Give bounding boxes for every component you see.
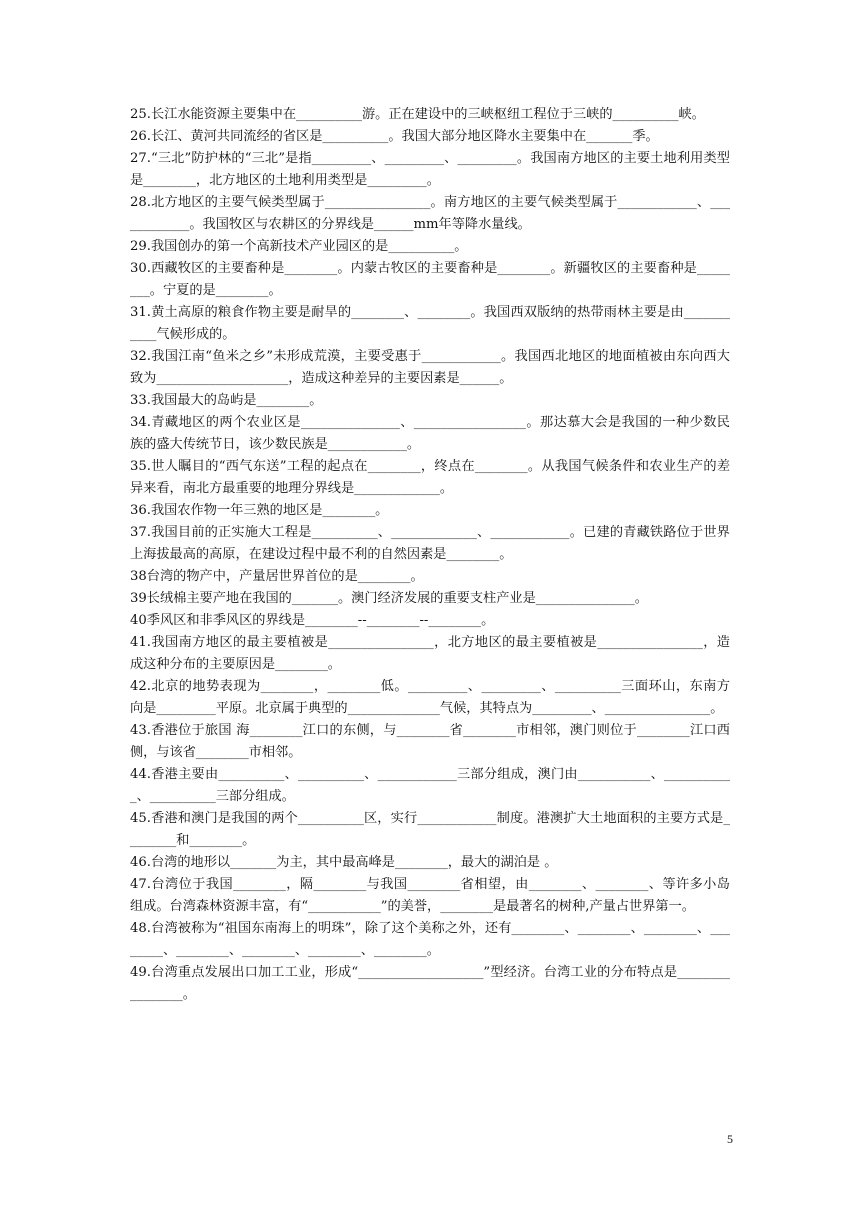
question-43: 43.香港位于旅国 海________江口的东侧，与________省________市相邻，澳门则位于________江口西侧，与该省________市相邻。	[130, 723, 730, 760]
question-list	[130, 104, 730, 1006]
question-36: 36.我国农作物一年三熟的地区是________。	[130, 503, 389, 518]
question-34: 34.青藏地区的两个农业区是_______________、_________________。那达慕大会是我国的一种少数民族的盛大传统节日，该少数民族是____________。	[130, 415, 730, 452]
question-45: 45.香港和澳门是我国的两个__________区，实行____________制度。港澳扩大土地面积的主要方式是________和________。	[130, 811, 730, 848]
question-33: 33.我国最大的岛屿是________。	[130, 393, 323, 408]
question-25: 25.长江水能资源主要集中在__________游。正在建设中的三峡枢纽工程位于三峡的__________峡。	[130, 107, 705, 122]
question-49: 49.台湾重点发展出口加工工业，形成“___________________”型经济。台湾工业的分布特点是________________。	[130, 965, 730, 1002]
question-32: 32.我国江南“鱼米之乡”未形成荒漠，主要受惠于____________。我国西北地区的地面植被由东向西大致为____________________，造成这种差异的主要因素是______。	[130, 349, 730, 386]
question-41: 41.我国南方地区的最主要植被是________________，北方地区的最主要植被是________________，造成这种分布的主要原因是________。	[130, 635, 730, 672]
question-40: 40季风区和非季风区的界线是________--________--________。	[130, 613, 495, 628]
question-28: 28.北方地区的主要气候类型属于________________。南方地区的主要气候类型属于____________、____________。我国牧区与农耕区的分界线是______mm年等降水量线。	[130, 195, 730, 232]
question-37: 37.我国目前的正实施大工程是__________、_____________、____________。已建的青藏铁路位于世界上海拔最高的高原，在建设过程中最不利的自然因素是________。	[130, 525, 730, 562]
question-31: 31.黄土高原的粮食作物主要是耐旱的________、________。我国西双版纳的热带雨林主要是由___________气候形成的。	[130, 305, 730, 342]
question-27: 27.“三北”防护林的“三北”是指_________、_________、_________。我国南方地区的主要土地利用类型是________，北方地区的土地利用类型是_________。	[130, 151, 730, 188]
question-26: 26.长江、黄河共同流经的省区是__________。我国大部分地区降水主要集中在_______季。	[130, 129, 659, 144]
question-44: 44.香港主要由__________、__________、____________三部分组成，澳门由___________、___________、__________三部分组成。	[130, 767, 730, 804]
page-number: 5	[727, 1132, 733, 1146]
question-38: 38台湾的物产中，产量居世界首位的是________。	[130, 569, 424, 584]
question-39: 39长绒棉主要产地在我国的_______。澳门经济发展的重要支柱产业是_______________。	[130, 591, 648, 606]
question-42: 42.北京的地势表现为________，________低。_________、_________、__________三面环山，东南方向是_________平原。北京属于典型的______________气候，其特点为_________、________________。	[130, 679, 730, 716]
question-30: 30.西藏牧区的主要畜种是________。内蒙古牧区的主要畜种是________。新疆牧区的主要畜种是________。宁夏的是________。	[130, 261, 730, 298]
question-35: 35.世人瞩目的“西气东送”工程的起点在________，终点在________。从我国气候条件和农业生产的差异来看，南北方最重要的地理分界线是_____________。	[130, 459, 730, 496]
question-47: 47.台湾位于我国________，隔________与我国________省相望，由________、________、等许多小岛组成。台湾森林资源丰富，有“___________”的美誉，________是最著名的树种,产量占世界第一。	[130, 877, 730, 914]
question-46: 46.台湾的地形以_______为主，其中最高峰是________，最大的湖泊是 。	[130, 855, 558, 870]
question-48: 48.台湾被称为“祖国东南海上的明珠”，除了这个美称之外，还有________、________、________、________、________、________、________、________。	[130, 921, 730, 958]
question-29: 29.我国创办的第一个高新技术产业园区的是__________。	[130, 239, 468, 254]
